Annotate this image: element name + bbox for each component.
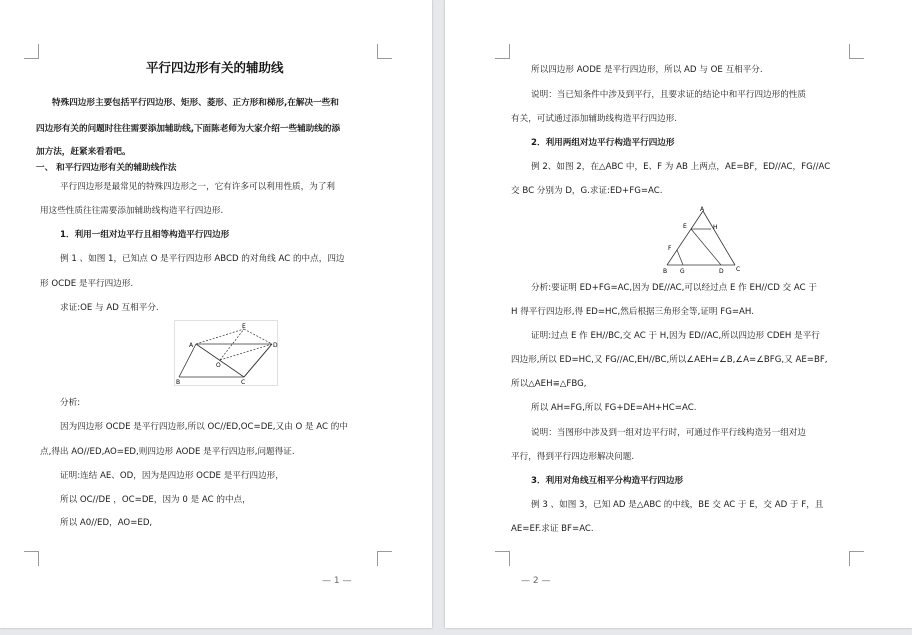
analysis-2-line-2: H 得平行四边形,得 ED=HC,然后根据三角形全等,证明 FG=AH.: [511, 307, 754, 317]
example-3-line-2: AE=EF.求证 BF=AC.: [511, 524, 594, 534]
note-1-line-1: 说明：当已知条件中涉及到平行，且要求证的结论中和平行四边形的性质: [531, 90, 807, 100]
crop-mark-top-right: [849, 44, 864, 59]
example-3-line-1: 例 3 、如图 3，已知 AD 是△ABC 的中线，BE 交 AC 于 E，交 AD 于 F，且: [531, 500, 824, 510]
subsection-3-heading: 3．利用对角线互相平分构造平行四边形: [531, 476, 684, 486]
fig2-label-e: E: [683, 223, 687, 230]
fig1-label-d: D: [273, 342, 278, 349]
crop-mark-bottom-left: [495, 551, 510, 566]
section-1-para-1: 平行四边形是最常见的特殊四边形之一，它有许多可以利用性质，为了利: [60, 182, 336, 192]
document-page-1: [0, 0, 432, 628]
conclusion-2: 所以 AH=FG,所以 FG+DE=AH+HC=AC.: [531, 403, 697, 413]
proof-1-line-2: 所以 OC//DE ，OC=DE，因为 0 是 AC 的中点，: [60, 495, 251, 505]
fig1-label-e: E: [242, 323, 246, 330]
crop-mark-top-right: [377, 44, 392, 59]
document-page-2: [445, 0, 912, 628]
section-1-para-2: 用这些性质往往需要添加辅助线构造平行四边形.: [40, 206, 224, 216]
crop-mark-top-left: [495, 44, 510, 59]
fig1-label-b: B: [176, 379, 181, 386]
analysis-line-2: 点,得出 AO//ED,AO=ED,则四边形 AODE 是平行四边形,问题得证.: [40, 447, 295, 457]
intro-line-2: 四边形有关的问题时往往需要添加辅助线,下面陈老师为大家介绍一些辅助线的添: [36, 124, 341, 134]
intro-line-3: 加方法，赶紧来看看吧。: [36, 147, 131, 157]
section-1-heading: 一、 和平行四边形有关的辅助线作法: [36, 163, 177, 173]
example-1-line-2: 形 OCDE 是平行四边形.: [40, 279, 134, 289]
prove-statement-1: 求证:OE 与 AD 互相平分.: [60, 303, 159, 313]
fig2-label-h: H: [713, 224, 718, 231]
analysis-2-line-1: 分析:要证明 ED+FG=AC,因为 DE//AC,可以经过点 E 作 EH//CD 交 AC 于: [531, 283, 817, 293]
continuation-line: 所以四边形 AODE 是平行四边形，所以 AD 与 OE 互相平分.: [531, 65, 763, 75]
proof-1-line-3: 所以 A0//ED，AO=ED,: [60, 518, 153, 528]
fig2-label-b: B: [663, 268, 668, 275]
proof-2-line-2: 四边形,所以 ED=HC,又 FG//AC,EH//BC,所以∠AEH=∠B,∠A=∠BFG,又 AE=BF,: [511, 355, 828, 365]
crop-mark-bottom-left: [24, 551, 39, 566]
proof-2-line-3: 所以△AEH≌△FBG,: [511, 379, 587, 389]
page-title: 平行四边形有关的辅助线: [146, 60, 284, 75]
example-2-line-1: 例 2、如图 2，在△ABC 中，E、F 为 AB 上两点，AE=BF，ED//AC，FG//AC: [531, 162, 831, 172]
fig2-label-d: D: [719, 268, 724, 275]
note-2-line-2: 平行，得到平行四边形解决问题.: [511, 452, 635, 462]
subsection-2-heading: 2．利用两组对边平行构造平行四边形: [531, 138, 675, 148]
note-2-line-1: 说明：当图形中涉及到一组对边平行时，可通过作平行线构造另一组对边: [531, 428, 807, 438]
note-1-line-2: 有关，可试通过添加辅助线构造平行四边形.: [511, 114, 678, 124]
fig1-label-c: C: [241, 379, 246, 386]
intro-line-1: 特殊四边形主要包括平行四边形、矩形、菱形、正方形和梯形,在解决一些和: [52, 98, 339, 108]
crop-mark-top-left: [24, 44, 39, 59]
crop-mark-bottom-right: [849, 551, 864, 566]
figure-2-triangle: [659, 205, 743, 275]
crop-mark-bottom-right: [377, 551, 392, 566]
fig2-label-g: G: [680, 268, 685, 275]
fig1-label-a: A: [189, 342, 194, 349]
fig2-label-c: C: [736, 266, 741, 273]
example-2-line-2: 交 BC 分别为 D，G.求证:ED+FG=AC.: [511, 186, 663, 196]
analysis-line-1: 因为四边形 OCDE 是平行四边形,所以 OC//ED,OC=DE,又由 O 是 AC 的中: [60, 422, 348, 432]
fig1-label-o: O: [216, 362, 221, 369]
proof-2-line-1: 证明:过点 E 作 EH//BC,交 AC 于 H,因为 ED//AC,所以四边形 CDEH 是平行: [531, 331, 820, 341]
page-number-2: — 2 —: [521, 576, 551, 586]
proof-1-line-1: 证明:连结 AE、OD，因为是四边形 OCDE 是平行四边形，: [60, 471, 284, 481]
subsection-1-heading: 1．利用一组对边平行且相等构造平行四边形: [60, 230, 230, 240]
page-number-1: — 1 —: [322, 576, 352, 586]
figure-1-parallelogram: [174, 320, 278, 386]
fig2-label-a: A: [700, 206, 705, 213]
example-1-line-1: 例 1 、如图 1，已知点 O 是平行四边形 ABCD 的对角线 AC 的中点，四边: [60, 254, 345, 264]
analysis-label: 分析:: [60, 398, 81, 408]
fig2-label-f: F: [668, 245, 672, 252]
